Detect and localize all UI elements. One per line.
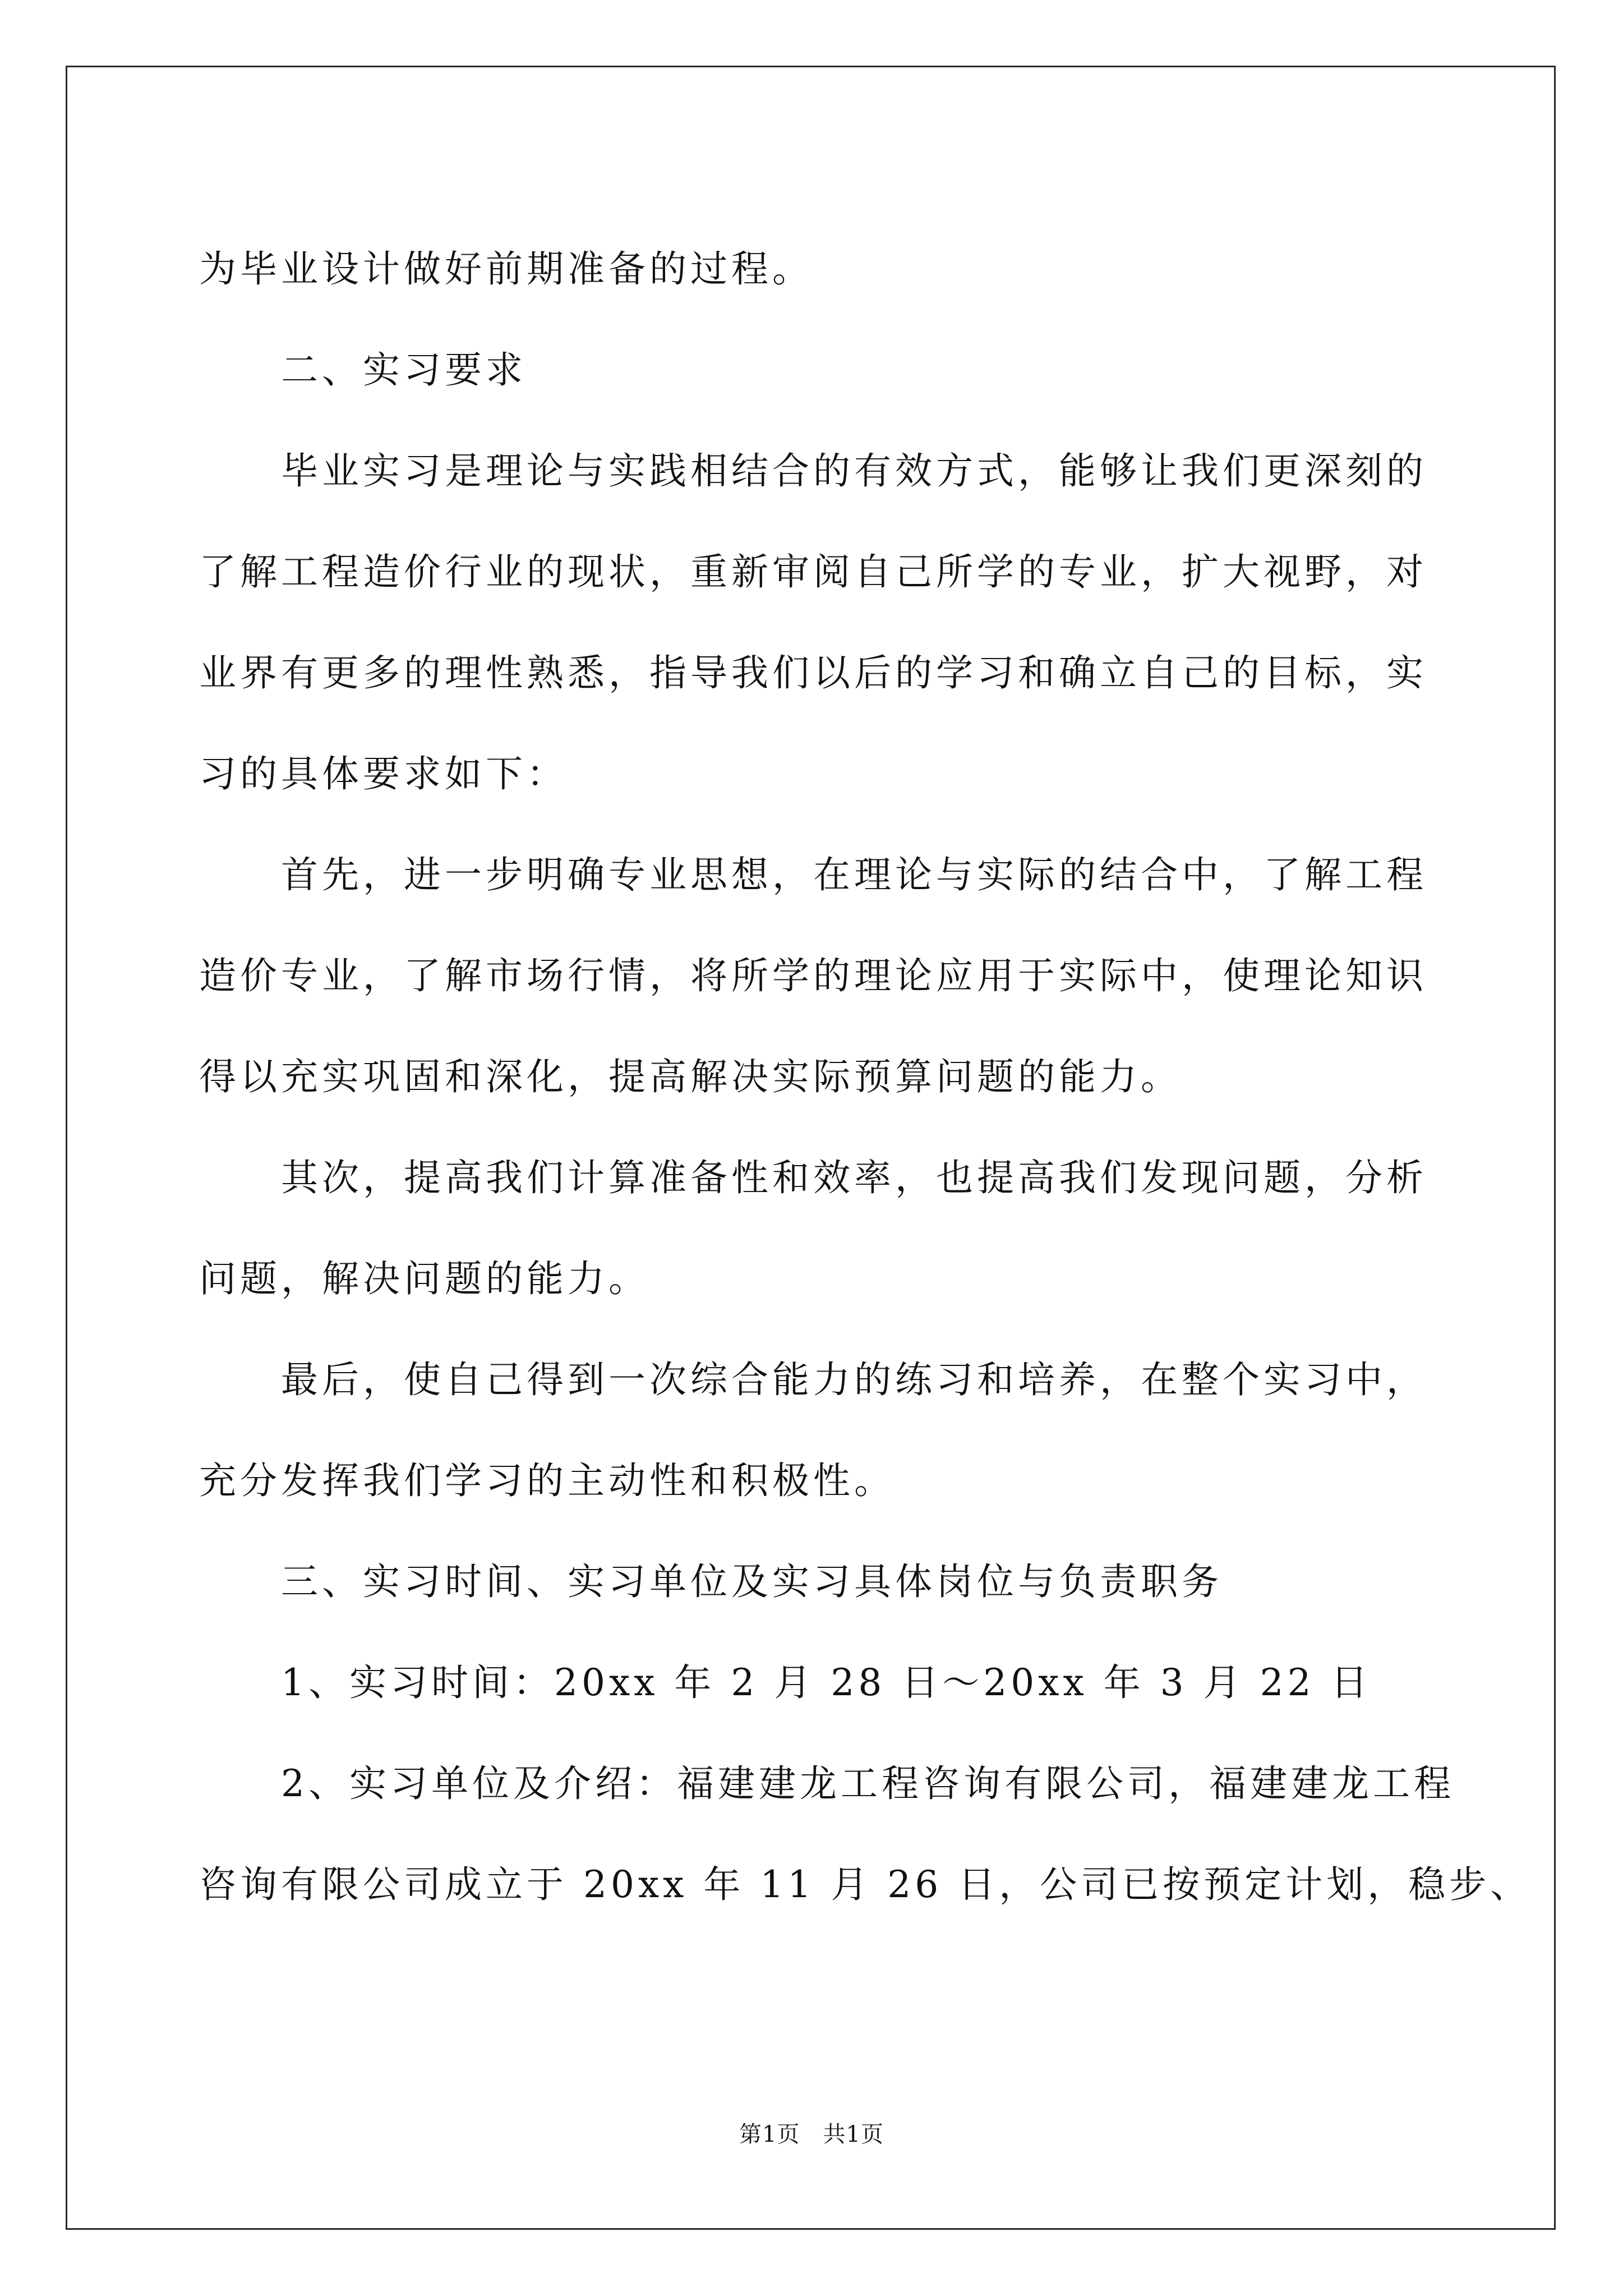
- text-line-4: 了解工程造价行业的现状，重新审阅自己所学的专业，扩大视野，对: [199, 550, 1427, 593]
- text-line-1: 为毕业设计做好前期准备的过程。: [199, 247, 813, 291]
- document-body: [199, 219, 1532, 1935]
- text-line-12: 最后，使自己得到一次综合能力的练习和培养，在整个实习中，: [281, 1358, 1427, 1401]
- text-line-3: 毕业实习是理论与实践相结合的有效方式，能够让我们更深刻的: [281, 449, 1427, 493]
- text-line-7: 首先，进一步明确专业思想，在理论与实际的结合中，了解工程: [281, 853, 1427, 896]
- text-line-11: 问题，解决问题的能力。: [199, 1257, 649, 1300]
- text-line-6: 习的具体要求如下：: [199, 752, 568, 795]
- internship-company-line: 2、实习单位及介绍：福建建龙工程咨询有限公司，福建建龙工程: [281, 1762, 1455, 1805]
- section-heading-internship-details: 三、实习时间、实习单位及实习具体岗位与负责职务: [281, 1560, 1223, 1603]
- text-line-9: 得以充实巩固和深化，提高解决实际预算问题的能力。: [199, 1055, 1182, 1098]
- page-number-footer: 第1页 共1页: [739, 2122, 884, 2147]
- text-line-17: 咨询有限公司成立于 20xx 年 11 月 26 日，公司已按预定计划，稳步、: [199, 1863, 1532, 1906]
- section-heading-requirements: 二、实习要求: [281, 348, 527, 392]
- text-line-8: 造价专业，了解市场行情，将所学的理论应用于实际中，使理论知识: [199, 954, 1427, 997]
- internship-time-line: 1、实习时间：20xx 年 2 月 28 日～20xx 年 3 月 22 日: [281, 1661, 1372, 1704]
- text-line-10: 其次，提高我们计算准备性和效率，也提高我们发现问题，分析: [281, 1156, 1427, 1199]
- text-line-13: 充分发挥我们学习的主动性和积极性。: [199, 1459, 895, 1502]
- text-line-5: 业界有更多的理性熟悉，指导我们以后的学习和确立自己的目标，实: [199, 651, 1427, 694]
